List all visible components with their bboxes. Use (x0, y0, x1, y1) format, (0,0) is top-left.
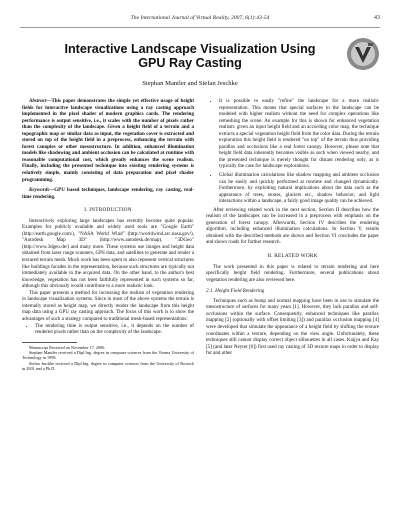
section-heading-introduction: I. INTRODUCTION (84, 207, 132, 214)
right-column (206, 98, 379, 357)
footnote-author-1: Stephan Mantler received a Dipl.Ing. degree in computer sciences from the Vienna University of Technology in 1998. (22, 350, 194, 361)
keywords-text: —GPU based techniques, landscape rendering, ray casting, real-time rendering. (22, 187, 194, 200)
running-head (20, 15, 380, 28)
journal-logo-icon (346, 37, 380, 71)
subsection-heading-height-field: 2.1. Height Field Rendering (206, 288, 265, 295)
list-item: • The rendering time is output sensitive, i.e., it depends on the number of rendered pixels rather than on the complexity of the landscape. (35, 323, 194, 336)
related-paragraph-2: Techniques such as bump and normal mapping have been in use to simulate the mesostructure of surfaces for many years [1]. However, they lack parallax and self-occlusions within the surface. Consequently, enhanced techniques like parallax mapping [2] (optionally with offset limiting [3]) and parallax occlusion mapping [4] were developed that simulate the appearance of a height field by shifting the texture coordinates within a texture, depending on the view angle. Unfortunately, these techniques still cannot display correct object silhouettes in all cases. Kaijya and Kay [5] (and later Neyret [6]) first used ray casting of 3D texture maps in order to display fur and other (206, 297, 379, 357)
left-column (22, 98, 194, 372)
author-list: Stephan Mantler and Stefan Jeschke (142, 80, 238, 87)
keywords-label: Keywords (29, 187, 50, 194)
advantages-list (22, 323, 194, 336)
list-item: • Global illumination calculations like shadow mapping and ambient occlusion can be easily and quickly performed at runtime and changed dynamically. Furthermore, by exploiting natural implications about the data such as the appearance of trees, stones, glaciers etc., shadow behavior, and light interactions within a landscape, a fairly good image quality can be achieved. (219, 172, 379, 205)
advantages-list-continued (206, 98, 379, 205)
footnote-author-2: Stefan Jeschke received a Dipl.Ing. degree in computer sciences from the University of Rostock in 2001 and a Ph.D. (22, 360, 194, 372)
related-paragraph-1: The work presented in this paper is related to terrain rendering and here specifically height field rendering. Furthermore, several publications about vegetation rendering are also reviewed here. (206, 263, 379, 283)
abstract-text: —This paper demonstrates the simple yet effective usage of height fields for interactive landscape visualizations using a ray casting approach implemented in the pixel shader of modern graphics cards. The rendering performance is output sensitive, i.e., it scales with the number of pixels rather than the complexity of the landscape. Given a height field of a terrain and a topographic map or similar data as input, the vegetation cover is extracted and stored on top of the height field in a preprocess, enhancing the terrain with forest canopies or other mesostructure. In addition, enhanced illumination models like shadowing and ambient occlusion can be calculated at runtime with reasonable computational cost, which greatly enhances the scene realism. Finally, including the presented technique into existing rendering systems is relatively simple, mainly consisting of data preparation and pixel shader programming. (22, 98, 194, 183)
intro-paragraph-1: Interactively exploring large landscapes has recently become quite popular. Examples for publicly available and widely used tools are "Google Earth" (http://earth.google.com/), "NASA World Wind" (http://worldwind.arc.nasa.gov/), "Autodesk Map 3D" (http://www.autodesk.de/map), "3DGeo" (http://www.3dgeo.de/) and many more. These systems use images and height data obtained from laser range scanners, GPS data, and satellites to generate and render a textured terrain mesh. Much work has been spent to also represent vertical structures like buildings facades in the representation, because such structures are typically not immediately available in the acquired data. On the other hand, to the author's best knowledge, vegetation has not been faithfully represented in such systems so far, although this obviously would contribute to a more realistic look. (22, 217, 194, 290)
journal-citation: The International Journal of Virtual Reality, 2007, 6(1):43-54 (130, 15, 270, 21)
title-line-2: GPU Ray Casting (138, 56, 242, 70)
footnote-received: Manuscript Received on November 17, 2006. (29, 344, 106, 350)
intro-paragraph-3: After reviewing related work in the next section, Section II describes how the realism of the landscapes can be increased in a preprocess with emphasis on the generation of forest canopy. Afterwards, Section IV describes the rendering algorithm, including enhanced illumination calculations. In Section V, results obtained with the described methods are shown and Section VI concludes the paper and shows roads for further research. (206, 206, 379, 246)
list-item: • It is possible to easily "refine" the landscape for a more realistic representation. This means that special surfaces in the landscape can be modeled with higher realism without the need for complex operations like remeshing the scene. An example for this is shown for enhanced vegetation realism: given an input height field and an according color map, the technique extracts a special vegetation height field from the color data. During the terrain exploration this height field is rendered "on top" of the terrain thus providing parallax and occlusions like a real forest canopy. However, please note that height field data inherently becomes visible as such when viewed nearby, and the presented technique is merely thought for distant rendering only, as is typically the case for landscape explorations. (219, 98, 379, 170)
title-line-1: Interactive Landscape Visualization Using (64, 42, 316, 56)
page-number: 43 (374, 15, 380, 21)
paper-title (40, 42, 340, 70)
intro-paragraph-2: This paper presents a method for increasing the realism of vegetation rendering in landscape visualization systems. Since in most of the above systems the terrain is internally stored as height map, we directly render the landscape from this height map data using a GPU ray casting approach. The focus of this work is to show the advantages of such a strategy compared to traditional mesh-based representations: (22, 289, 194, 322)
keywords (22, 187, 194, 200)
abstract (22, 98, 194, 183)
section-heading-related-work: II. RELATED WORK (267, 253, 318, 260)
abstract-label: Abstract (29, 98, 47, 104)
footnote-divider (22, 342, 77, 343)
